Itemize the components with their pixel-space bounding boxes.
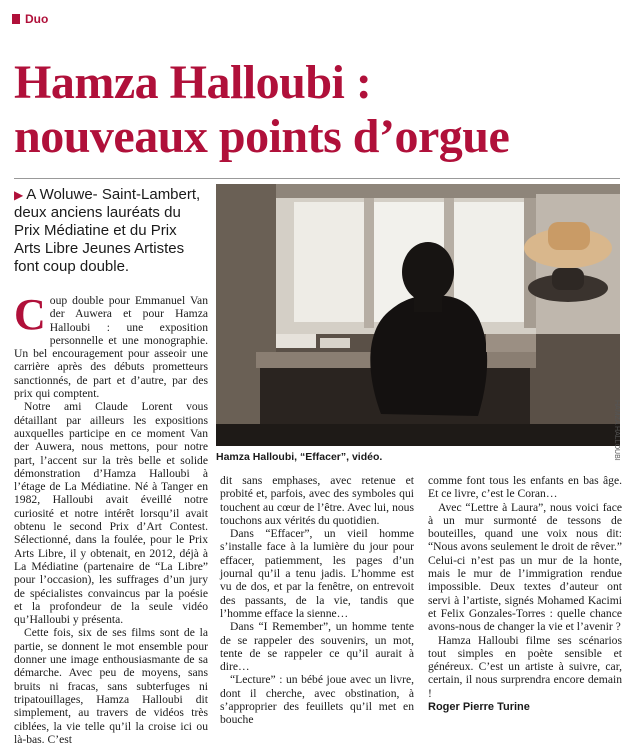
man-at-desk-illustration (216, 184, 620, 446)
paragraph: Hamza Halloubi filme ses scénarios tout simples en poète sensible et généreux. C’est un artiste à suivre, car, certain, il nous surprendra encore demain ! (428, 633, 622, 700)
headline-line-1: Hamza Halloubi : (14, 56, 372, 109)
headline-line-2: nouveaux points d’orgue (14, 110, 510, 163)
divider (14, 178, 620, 179)
article-photo (216, 184, 620, 446)
photo-caption: Hamza Halloubi, “Effacer”, vidéo. (216, 451, 383, 463)
paragraph: Avec “Lettre à Laura”, nous voici face à un mur surmonté de tessons de bouteilles, quand une voix nous dit: “Nous avons seulement le droit de rêver.” Celui-ci n’est pas un mur de la honte, mais le mur de l’immigration rendue impossible. Deux textes d’auteur ont servi à l’artiste, signés Mohamed Kacimi et Felix Gonzales-Torres : quelle chance avons-nous de changer la vie et l’avenir ? (428, 500, 622, 634)
triangle-bullet-icon: ▶ (14, 188, 24, 202)
article-column-2 (220, 474, 414, 727)
drop-cap: C (14, 290, 46, 339)
paragraph: comme font tous les enfants en bas âge. Et ce livre, c’est le Coran… (428, 474, 622, 501)
section-label (12, 12, 48, 26)
section-label-text: Duo (25, 12, 49, 26)
article-column-3 (428, 474, 622, 714)
paragraph: Cette fois, six de ses films sont de la partie, se donnent le mot ensemble pour donner une image enthousiasmante de sa démarche. Avec peu de moyens, sans bruits ni fracas, sans subterfuges ni tripatouillages, Hamza Halloubi dit simplement, au travers de vidéos très ciblées, la vie telle qu’il la croise ici ou là-bas. C’est (14, 626, 208, 746)
paragraph: Notre ami Claude Lorent vous détaillant par ailleurs les expositions auxquelles participe en ce moment Van der Auwera, nous mettons, pour notre part, l’accent sur la très belle et solide démonstration d’Hamza Halloubi à l’étage de La Médiatine. Né à Tanger en 1982, Halloubi avait éveillé notre curiosité et notre intérêt lorsqu’il avait obtenu le second Prix d’Art Contest. Sélectionné, dans la foulée, pour le Prix Arts Libre, il y obtenait, en 2012, déjà à La Médiatine (partenaire de “La Libre” pour l’occasion), les suffrages d’un jury de spécialistes convaincus par la poésie et la profondeur de la seule vidéo qu’Halloubi y présenta. (14, 400, 208, 627)
paragraph: Dans “I Remember”, un homme tente de se rappeler des souvenirs, un mot, tente de se rappeler ce qu’il aurait à dire… (220, 620, 414, 674)
paragraph: “Lecture” : un bébé joue avec un livre, dont il cherche, avec obstination, à s’approprier des feuillets qu’il met en bouche (220, 673, 414, 727)
section-marker-icon (12, 14, 20, 24)
headline (14, 56, 624, 164)
author-signature: Roger Pierre Turine (428, 701, 530, 714)
paragraph: dit sans emphases, avec retenue et probité et, parfois, avec des symboles qui touchent au cœur de l’être. Avec lui, nous touchons aux vérités du quotidien. (220, 474, 414, 527)
lede-text: A Woluwe- Saint-Lambert, deux anciens lauréats du Prix Médiatine et du Prix Arts Libre Jeunes Artistes font coup double. (14, 186, 201, 275)
paragraph: Dans “Effacer”, un vieil homme s’installe face à la lumière du jour pour effacer, patiemment, les pages d’un journal qu’il a tenu jadis. L’homme est vu de dos, et par la fenêtre, on entrevoit des passants, de la vie, tandis que l’homme efface la sienne… (220, 527, 414, 620)
article-column-1 (14, 290, 208, 746)
photo-credit: HAMZA HALLOUBI (613, 400, 620, 461)
lede (14, 186, 204, 276)
paragraph (14, 290, 208, 401)
paragraph-text: oup double pour Emmanuel Van der Auwera et pour Hamza Halloubi : une exposition personnelle et une monographie. Un bel encouragement pour asseoir une carrière après des débuts prometteurs sanctionnés, de part et d’autre, par des prix qui comptent. (14, 294, 208, 401)
